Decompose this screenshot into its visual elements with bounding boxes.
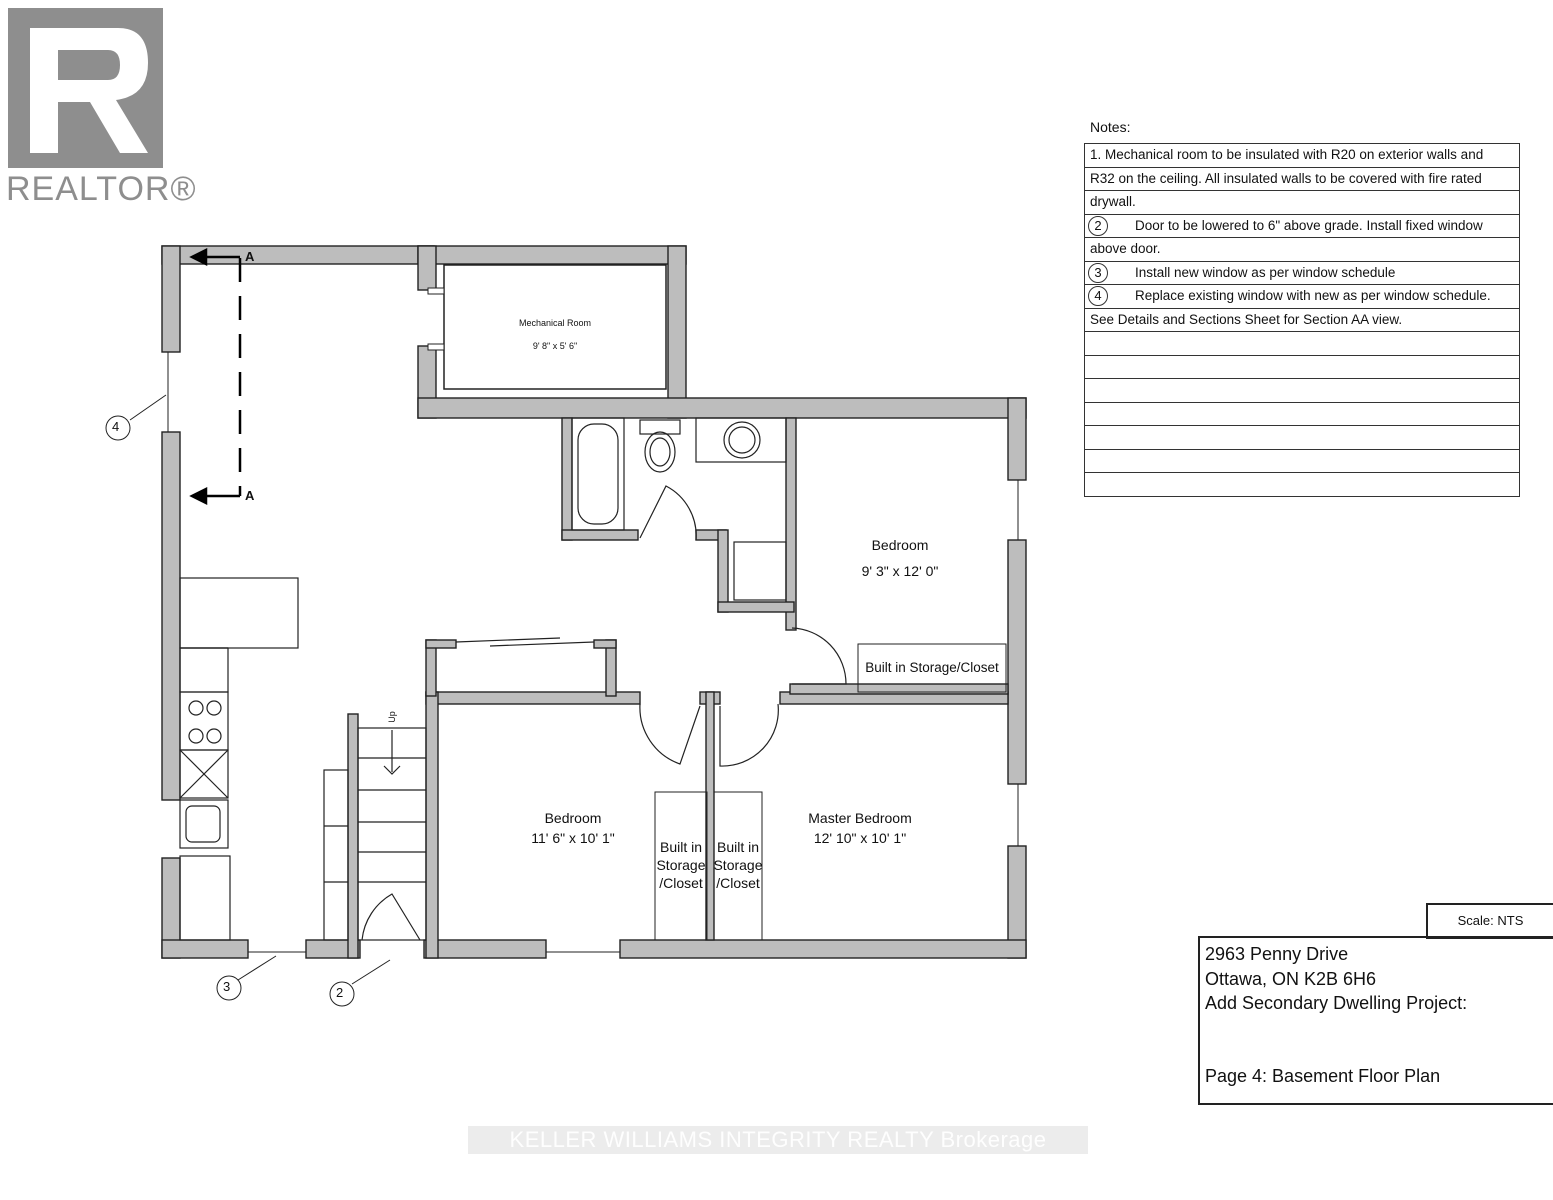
notes-row [1085,356,1519,380]
toilet-bowl-inner [650,438,670,466]
storage-right-label: Built in Storage/Closet [865,660,999,675]
title-address: 2963 Penny Drive [1205,944,1349,964]
entry-door [362,894,420,940]
realtor-logo-text: REALTOR® [6,170,197,208]
wall-bath-left [562,418,572,540]
wall-mech-top [418,246,686,264]
brokerage-watermark: KELLER WILLIAMS INTEGRITY REALTY Brokerage [468,1126,1088,1154]
counter-lower [180,856,230,940]
counter-upper [180,648,228,692]
notes-row [1085,262,1519,286]
section-label-bottom: A [245,488,255,503]
note-text: drywall. [1090,194,1136,209]
wall-mech-left-a [418,246,436,290]
marker-3-label: 3 [223,979,231,994]
wall-closet-top-a [426,640,456,648]
mech-door-jamb-top [428,288,444,294]
closet-a-label [655,838,707,892]
notes-title: Notes: [1090,119,1131,135]
notes-row [1085,473,1519,497]
closet-a-line2: Storage [656,857,706,873]
closet-b-line3: /Closet [716,875,760,891]
stairs-up-label: Up [386,711,397,723]
marker-4-label: 4 [112,419,120,434]
notes-row [1085,309,1519,333]
stair-stringer [324,770,348,940]
master-bedroom-name: Master Bedroom [808,810,912,826]
notes-row [1085,191,1519,215]
bedroom2-name: Bedroom [544,810,602,826]
note-text: Door to be lowered to 6" above grade. Install fixed window [1135,217,1483,233]
mechanical-room-name: Mechanical Room [518,318,592,328]
marker-2-label: 2 [336,985,344,1000]
wall-bottom-c [424,940,546,958]
bathtub-inner [578,424,618,524]
wall-bedroom1-left [786,418,796,630]
notes-row [1085,168,1519,192]
note-number-circle: 4 [1088,286,1108,306]
mech-door-jamb-bottom [428,344,444,350]
section-label-top: A [245,249,255,264]
notes-row [1085,238,1519,262]
bedroom1-name: Bedroom [871,537,929,553]
note-text: above door. [1090,241,1161,256]
bathroom-door [640,486,696,540]
title-page: Page 4: Basement Floor Plan [1205,1066,1441,1086]
wall-laundry-left [718,530,728,612]
closet-b-line2: Storage [713,857,763,873]
note-text: See Details and Sections Sheet for Section AA view. [1090,311,1403,327]
closet-a-line3: /Closet [659,875,703,891]
closet-slider-b [490,642,594,646]
closet-b-label [712,838,764,892]
wall-left-upper [162,246,180,352]
laundry-unit [734,542,786,600]
title-city: Ottawa, ON K2B 6H6 [1205,969,1377,989]
sink-inner [729,427,755,453]
bathtub [572,418,624,530]
wall-upper-horizontal [418,398,1026,418]
closet-b-line1: Built in [716,839,760,855]
closet-a-line1: Built in [659,839,703,855]
wall-left-middle [162,432,180,800]
note-text: Replace existing window with new as per window schedule. [1135,288,1491,303]
kitchen-sink [180,800,228,848]
notes-row [1085,144,1519,168]
bedroom1-door [792,628,846,684]
bedroom1-dim: 9' 3" x 12' 0" [861,563,939,579]
wall-bottom-d [620,940,1026,958]
title-block [1198,936,1553,1105]
notes-row [1085,426,1519,450]
wall-bedroom-left [426,692,438,958]
note-text: Install new window as per window schedule [1135,264,1396,280]
notes-row [1085,450,1519,474]
note-text: R32 on the ceiling. All insulated walls to be covered with fire rated [1090,170,1482,186]
notes-row [1085,332,1519,356]
note-text: 1. Mechanical room to be insulated with R20 on exterior walls and [1090,147,1484,162]
wall-right-b [1008,540,1026,784]
closet-slider-a [456,638,560,642]
note-number-circle: 3 [1088,263,1108,283]
notes-row [1085,285,1519,309]
title-project: Add Secondary Dwelling Project: [1205,993,1468,1013]
wall-bath-bottom-a [562,530,638,540]
wall-laundry-bottom [718,602,794,612]
wall-bottom-a [162,940,248,958]
section-arrow-bottom [192,489,206,503]
notes-row [1085,379,1519,403]
notes-row [1085,215,1519,239]
wall-stair-left [348,714,358,958]
stove [180,692,228,750]
wall-closet-top-b [594,640,616,648]
vanity [696,418,786,462]
scale-box: Scale: NTS [1426,903,1553,939]
mechanical-room-dim: 9' 8" x 5' 6" [532,341,578,351]
kitchen-island [180,578,298,648]
wall-mech-right [668,246,686,418]
bedroom2-door [640,704,700,764]
bedroom2-dim: 11' 6" x 10' 1" [531,830,615,846]
notes-row [1085,403,1519,427]
wall-right-a [1008,398,1026,480]
master-bedroom-dim: 12' 10" x 10' 1" [813,830,907,846]
notes-table [1084,143,1520,497]
master-door [720,704,778,766]
note-number-circle: 2 [1088,216,1108,236]
